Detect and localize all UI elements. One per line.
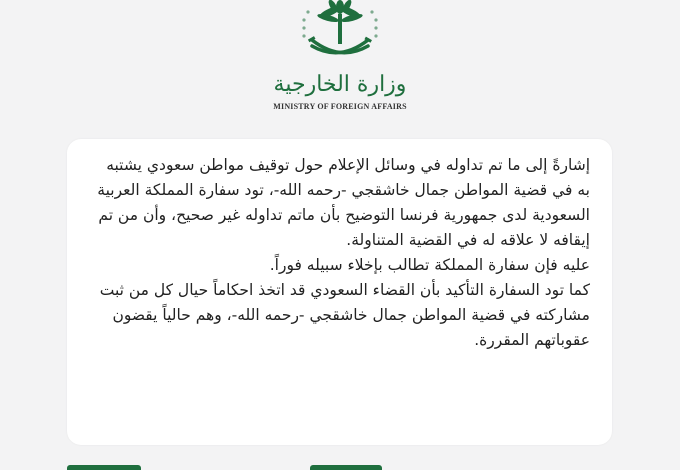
- statement-card: [67, 139, 612, 445]
- footer-center-bar: [310, 465, 382, 470]
- statement-paragraph-3: كما تود السفارة التأكيد بأن القضاء السعودي قد اتخذ احكاماً حيال كل من ثبت مشاركته في قضية المواطن جمال خاشقجي -رحمه الله-، وهم حالياً يقضون عقوباتهم المقررة.: [99, 281, 590, 349]
- statement-paragraph-2: عليه فإن سفارة المملكة تطالب بإخلاء سبيله فوراً.: [269, 256, 590, 274]
- footer-social-bar: [67, 465, 141, 470]
- ministry-name-english: MINISTRY OF FOREIGN AFFAIRS: [273, 102, 407, 111]
- statement-body: [89, 153, 590, 353]
- statement-paragraph-1: إشارةً إلى ما تم تداوله في وسائل الإعلام حول توقيف مواطن سعودي يشتبه به في قضية المواطن جمال خاشقجي -رحمه الله-، تود سفارة المملكة العربية السعودية لدى جمهورية فرنسا التوضيح بأن ماتم تداوله غير صحيح، وأن من تم إيقافه لا علاقه له في القضية المتناولة.: [97, 156, 590, 249]
- saudi-emblem-icon: [290, 0, 390, 68]
- ministry-name-arabic: وزارة الخارجية: [273, 72, 407, 97]
